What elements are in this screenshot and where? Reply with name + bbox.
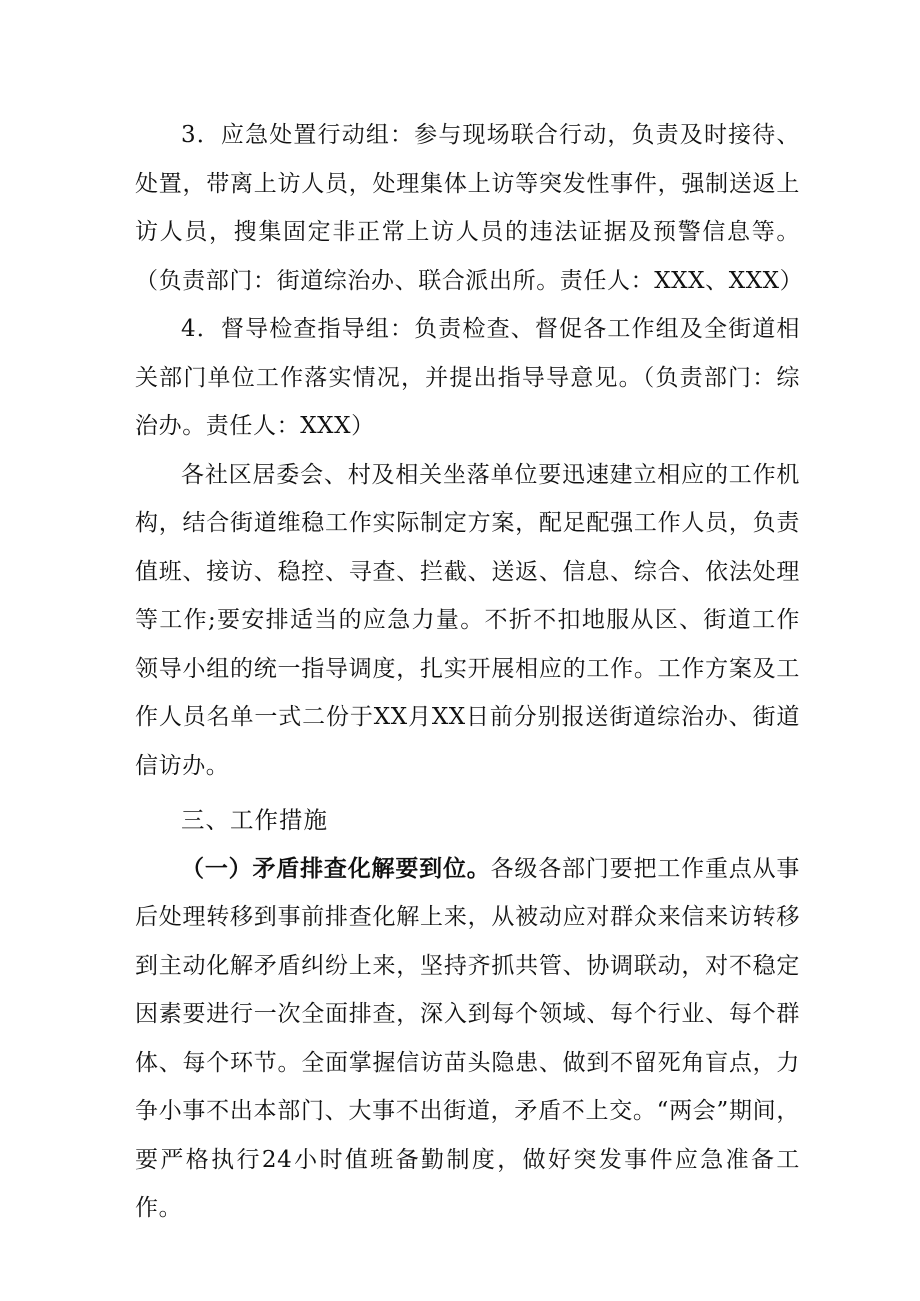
paragraph-community-units: 各社区居委会、村及相关坐落单位要迅速建立相应的工作机构，结合街道维稳工作实际制定方案，配足配强工作人员，负责值班、接访、稳控、寻查、拦截、送返、信息、综合、依法处理等工作;要安排适当的应急力量。不折不扣地服从区、街道工作领导小组的统一指导调度，扎实开展相应的工作。工作方案及工作人员名单一式二份于XX月XX日前分别报送街道综治办、街道信访办。 xyxy=(135,461,800,779)
measure-1-lead: （一）矛盾排查化解要到位。 xyxy=(181,854,491,882)
measure-1-body: 各级各部门要把工作重点从事后处理转移到事前排查化解上来，从被动应对群众来信来访转移到主动化解矛盾纠纷上来，坚持齐抓共管、协调联动，对不稳定因素要进行一次全面排查，深入到每个领域、每个行业、每个群体、每个环节。全面掌握信访苗头隐患、做到不留死角盲点，力争小事不出本部门、大事不出街道，矛盾不上交。“两会”期间，要严格执行24小时值班备勤制度，做好突发事件应急准备工作。 xyxy=(135,855,800,1221)
paragraph-emergency-team: 3．应急处置行动组：参与现场联合行动，负责及时接待、处置，带离上访人员，处理集体上访等突发性事件，强制送返上访人员，搜集固定非正常上访人员的违法证据及预警信息等。（负责部门：街道综治办、联合派出所。责任人：XXX、XXX） xyxy=(135,122,804,294)
paragraph-supervision-team: 4．督导检查指导组：负责检查、督促各工作组及全街道相关部门单位工作落实情况，并提出指导导意见。（负责部门：综治办。责任人：XXX） xyxy=(135,316,800,439)
paragraph-measure-1 xyxy=(135,845,800,1233)
section-heading-work-measures: 三、工作措施 xyxy=(181,806,328,834)
document-body xyxy=(135,111,804,1233)
